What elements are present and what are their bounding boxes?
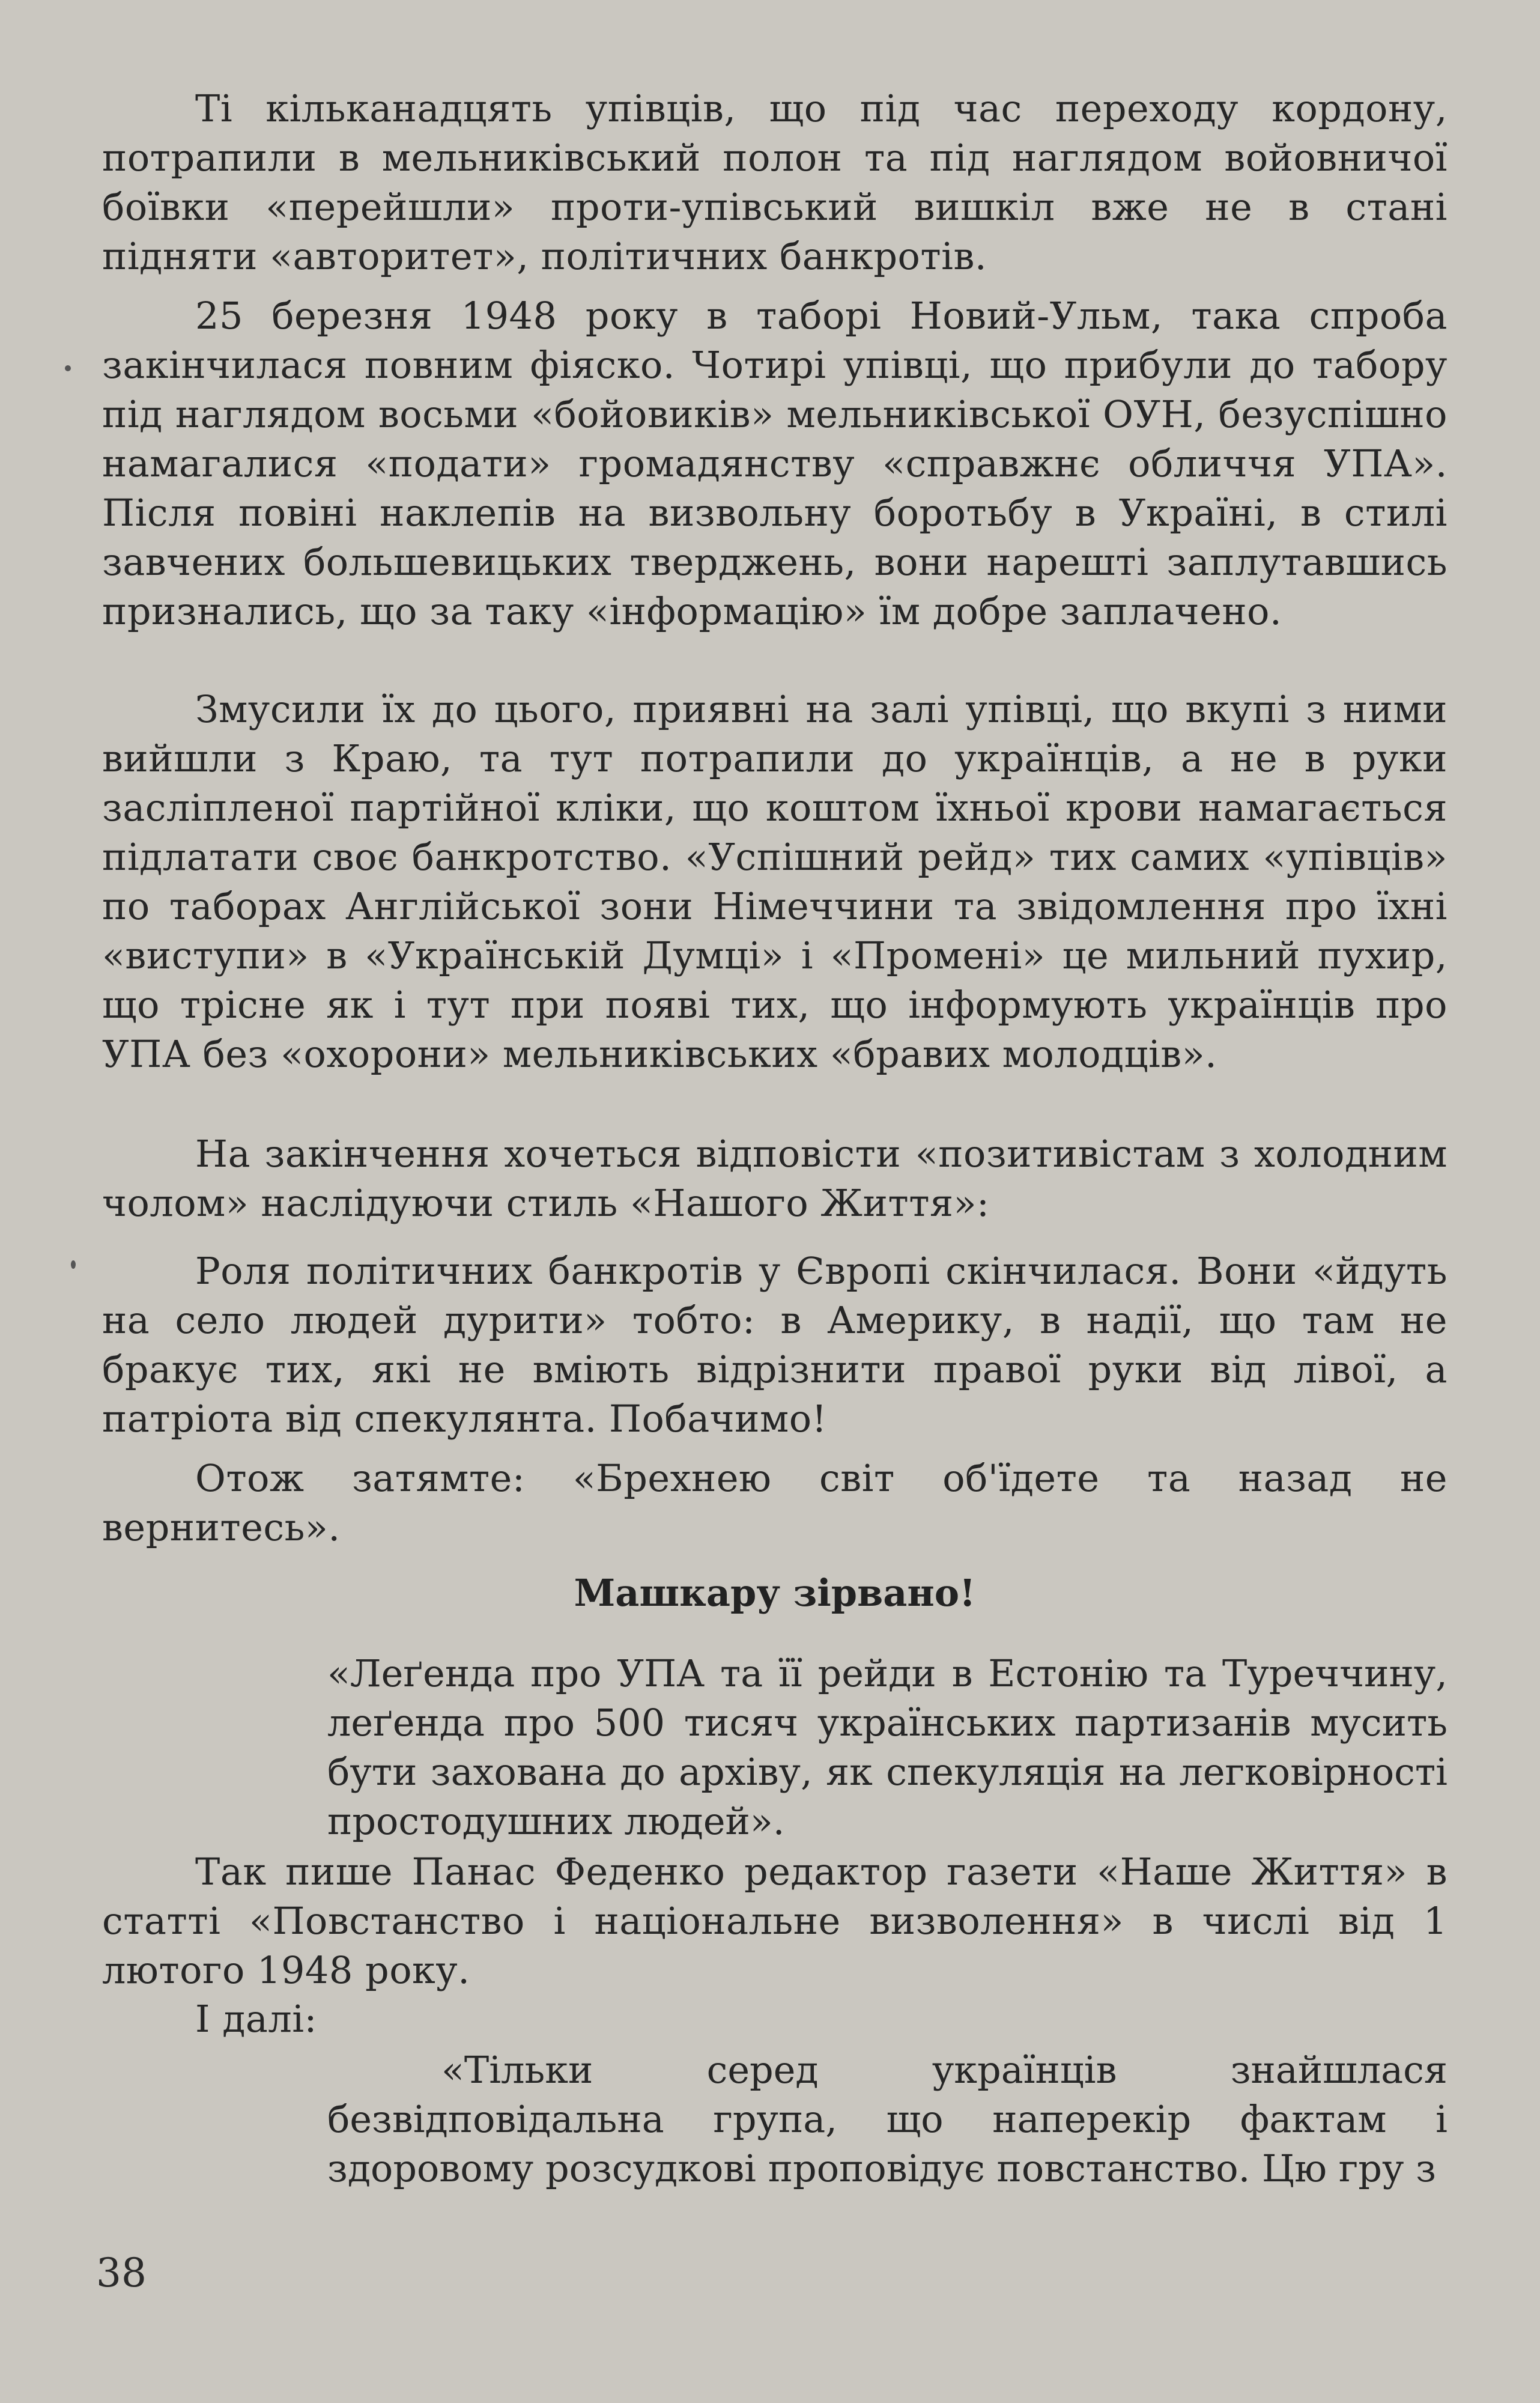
- section-heading: Машкару зірвано!: [574, 1571, 976, 1615]
- print-speck: [65, 365, 71, 371]
- paragraph-7-block: [102, 1847, 1448, 1995]
- paragraph-7: Так пише Панас Феденко редактор газети «Наше Життя» в статті «Повстанство і національне визволення» в числі від 1 лютого 1948 року.: [102, 1850, 1448, 1992]
- paragraph-2: 25 березня 1948 року в таборі Новий-Ульм, така спроба закінчилася повним фіяско. Чотирі упівці, що прибули до табору під наглядом восьми «бойовиків» мельниківської ОУН, безуспішно намагалися «подати» громадянству «справжнє обличчя УПА». Після повіні наклепів на визвольну боротьбу в Україні, в стилі завчених большевицьких тверджень, вони нарешті заплутавшись призналиcь, що за таку «інформацію» їм добре заплачено.: [102, 294, 1448, 633]
- quote-2: «Тільки серед українців знайшлася безвідповідальна група, що наперекір фактам і здоровому розсудкові проповідує повстанство. Цю гру з: [327, 2048, 1448, 2190]
- paragraph-6-block: [102, 1454, 1448, 1552]
- paragraph-3: Змусили їх до цього, приявні на залі упівці, що вкупі з ними вийшли з Краю, та тут потрапили до українців, а не в руки засліпленої партійної кліки, що коштом їхньої крови намагається підлатати своє банкротство. «Успішний рейд» тих самих «упівців» по таборах Англійської зони Німеччини та звідомлення про їхні «виступи» в «Українській Думці» і «Промені» це мильний пухир, що трісне як і тут при появі тих, що інформують українців про УПА без «охорони» мельниківських «бравих молодців».: [102, 687, 1448, 1076]
- paragraph-6: Отож затямте: «Брехнею світ об'їдете та назад не вернитесь».: [102, 1456, 1448, 1549]
- print-speck: [71, 1260, 76, 1269]
- paragraph-1-block: [102, 84, 1448, 281]
- paragraph-8-block: [102, 1994, 1448, 2044]
- quote-1: «Леґенда про УПА та її рейди в Естонію та Туреччину, леґенда про 500 тисяч українських партизанів мусить бути захована до архіву, як спекуляція на легковірності простодушних людей».: [327, 1651, 1448, 1843]
- paragraph-4: На закінчення хочеться відповісти «позитивістам з холодним чолом» наслідуючи стиль «Нашого Життя»:: [102, 1132, 1448, 1225]
- paragraph-5: Роля політичних банкротів у Європі скінчилася. Вони «йдуть на село людей дурити» тобто: в Америку, в надії, що там не бракує тих, які не вміють відрізнити правої руки від лівої, а патріота від спекулянта. Побачимо!: [102, 1249, 1448, 1441]
- paragraph-1: Ті кільканадцять упівців, що під час переходу кордону, потрапили в мельниківський полон та під наглядом войовничої боївки «перейшли» проти-упівський вишкіл вже не в стані підняти «авторитет», політичних банкротів.: [102, 87, 1448, 278]
- paragraph-2-block: [102, 291, 1448, 636]
- page-number: 38: [96, 2250, 147, 2296]
- paragraph-5-block: [102, 1247, 1448, 1444]
- and-further-line: І далі:: [195, 1997, 317, 2041]
- paragraph-4-block: [102, 1129, 1448, 1228]
- paragraph-3-block: [102, 685, 1448, 1079]
